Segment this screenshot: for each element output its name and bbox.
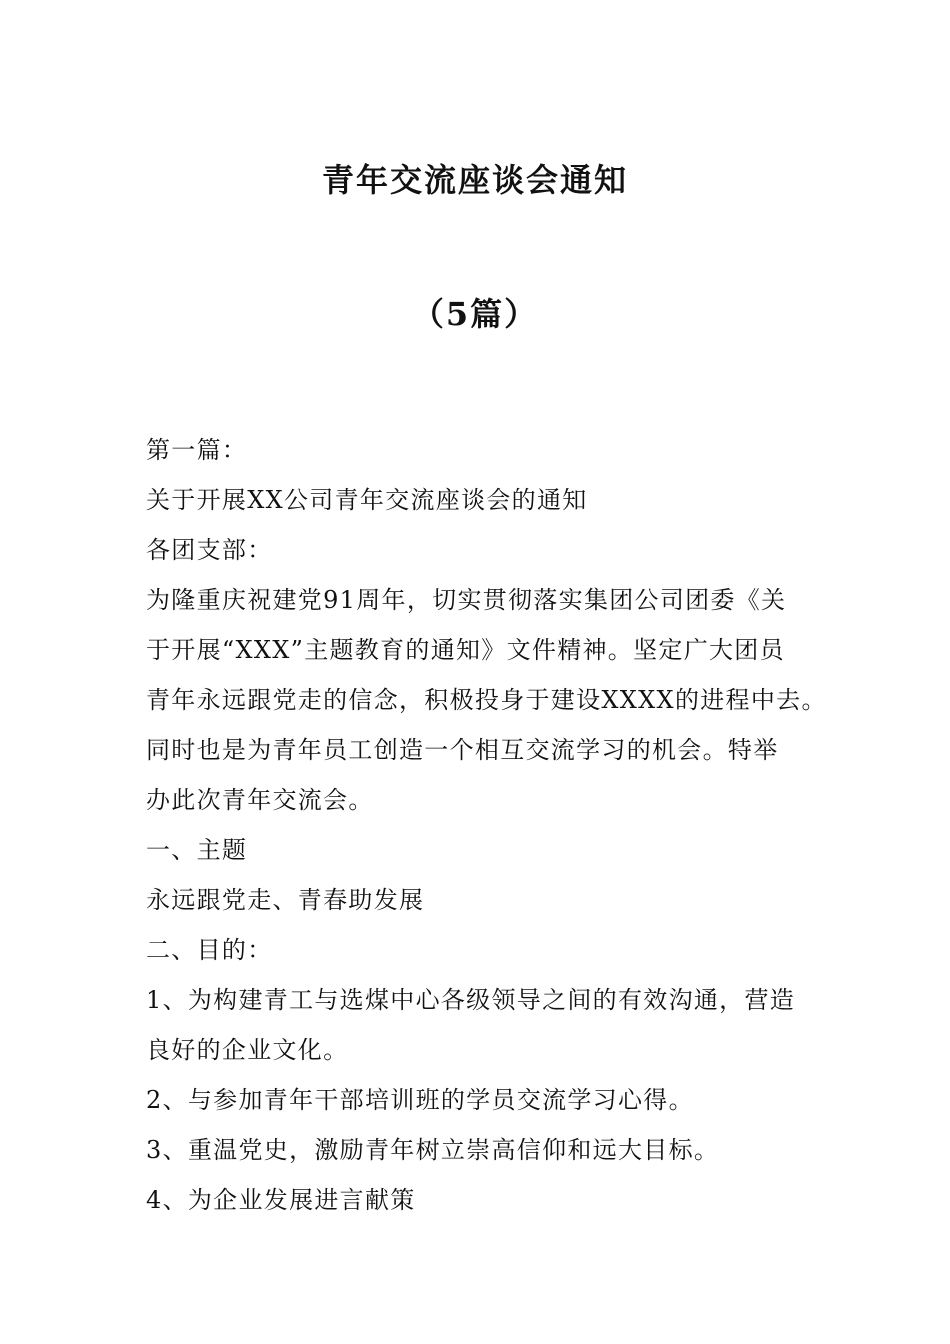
paragraph-line: 青年永远跟党走的信念，积极投身于建设XXXX的进程中去。: [146, 686, 827, 714]
section-heading-first: 第一篇：: [146, 436, 248, 464]
list-item: 2、与参加青年干部培训班的学员交流学习心得。: [146, 1086, 694, 1114]
document-body: [146, 425, 836, 1225]
paragraph-line: 办此次青年交流会。: [146, 786, 374, 814]
paragraph-line: 同时也是为青年员工创造一个相互交流学习的机会。特举: [146, 736, 779, 764]
salutation: 各团支部：: [146, 536, 273, 564]
document-title: 青年交流座谈会通知: [321, 161, 628, 199]
list-item-continuation: 良好的企业文化。: [146, 1036, 349, 1064]
notice-title: 关于开展XX公司青年交流座谈会的通知: [146, 486, 588, 514]
paragraph-line: 于开展“XXX”主题教育的通知》文件精神。坚定广大团员: [146, 636, 785, 664]
paragraph-line: 为隆重庆祝建党91周年，切实贯彻落实集团公司团委《关: [146, 586, 787, 614]
list-item: 4、为企业发展进言献策: [146, 1186, 416, 1214]
document-subtitle: （5篇）: [411, 295, 539, 333]
section-heading-theme: 一、主题: [146, 836, 248, 864]
list-item: 3、重温党史，激励青年树立崇高信仰和远大目标。: [146, 1136, 720, 1164]
list-item: 1、为构建青工与选煤中心各级领导之间的有效沟通，营造: [146, 986, 796, 1014]
theme-text: 永远跟党走、青春助发展: [146, 886, 425, 914]
section-heading-purpose: 二、目的：: [146, 936, 273, 964]
